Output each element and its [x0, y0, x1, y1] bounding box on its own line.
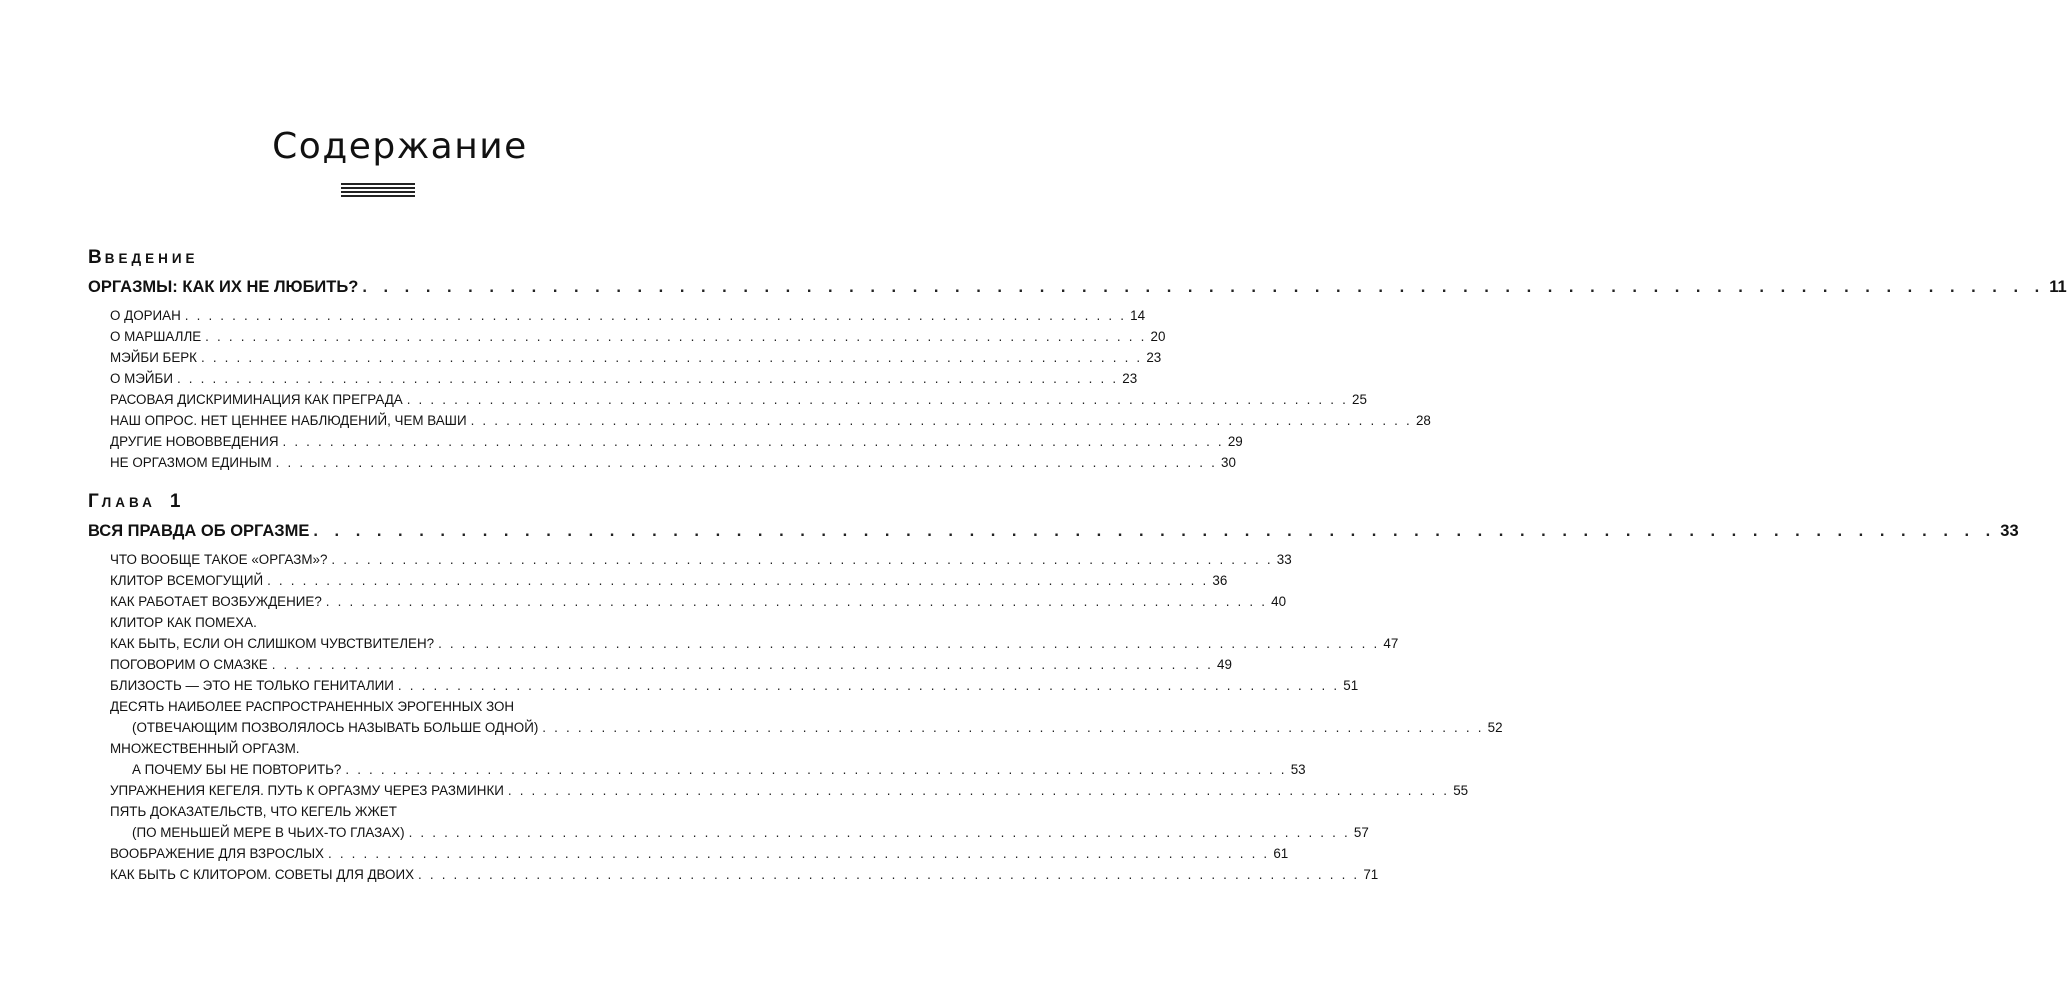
toc-entry-text: НЕ ОРГАЗМОМ ЕДИНЫМ — [110, 455, 272, 470]
dot-leader: . . . . . . . . . . . . . . . . . . . . . . . . . . . . . . . . . . . . . . . . . . . . . . . . . . . . . . . . . . . . . . . . . . . . . . . . . . . . . . . . — [438, 636, 1380, 651]
toc-entry-text: (ПО МЕНЬШЕЙ МЕРЕ В ЧЬИХ-ТО ГЛАЗАХ) — [132, 825, 405, 840]
intro-chapter-title[interactable]: ОРГАЗМЫ: КАК ИХ НЕ ЛЮБИТЬ? . . . . . . . . . . . . . . . . . . . . . . . . . . . . . . . . . . . . . . . . . . . . . . . . . . . . . . . . . . . . . . . . . . . . . . . . . . . . . . . . 11 — [88, 273, 672, 301]
toc-entry[interactable] — [110, 738, 672, 759]
intro-entries-list — [88, 305, 1431, 473]
dot-leader: . . . . . . . . . . . . . . . . . . . . . . . . . . . . . . . . . . . . . . . . . . . . . . . . . . . . . . . . . . . . . . . . . . . . . . . . . . . . . . . . — [345, 762, 1287, 777]
dot-leader: . . . . . . . . . . . . . . . . . . . . . . . . . . . . . . . . . . . . . . . . . . . . . . . . . . . . . . . . . . . . . . . . . . . . . . . . . . . . . . . . — [418, 867, 1360, 882]
toc-entry-text: КАК БЫТЬ С КЛИТОРОМ. СОВЕТЫ ДЛЯ ДВОИХ — [110, 867, 415, 882]
toc-entry-text: О МЭЙБИ — [110, 371, 173, 386]
toc-entry-page: 71 — [1363, 867, 1379, 882]
toc-entry-text: МНОЖЕСТВЕННЫЙ ОРГАЗМ. — [110, 741, 300, 756]
toc-entry-page: 61 — [1273, 846, 1289, 861]
toc-entry[interactable] — [110, 843, 1289, 864]
toc-entry[interactable] — [110, 864, 1379, 885]
toc-entry-page: 51 — [1343, 678, 1359, 693]
toc-entry[interactable] — [132, 822, 1369, 843]
dot-leader: . . . . . . . . . . . . . . . . . . . . . . . . . . . . . . . . . . . . . . . . . . . . . . . . . . . . . . . . . . . . . . . . . . . . . . . . . . . . . . . . — [507, 783, 1450, 798]
toc-entry-page: 33 — [1276, 552, 1292, 567]
toc-entry[interactable] — [110, 368, 1138, 389]
chapter1-title[interactable]: ВСЯ ПРАВДА ОБ ОРГАЗМЕ . . . . . . . . . . . . . . . . . . . . . . . . . . . . . . . . . . . . . . . . . . . . . . . . . . . . . . . . . . . . . . . . . . . . . . . . . . . . . . . . 33 — [88, 517, 672, 545]
dot-leader: . . . . . . . . . . . . . . . . . . . . . . . . . . . . . . . . . . . . . . . . . . . . . . . . . . . . . . . . . . . . . . . . . . . . . . . . . . . . . . . . — [271, 657, 1214, 672]
toc-entry-page: 47 — [1383, 636, 1399, 651]
chapter1-label: ГЛАВА 1 — [88, 491, 181, 512]
intro-label: ВВЕДЕНИЕ — [88, 247, 199, 268]
toc-entry-text: ДРУГИЕ НОВОВВЕДЕНИЯ — [110, 434, 279, 449]
dot-leader: . . . . . . . . . . . . . . . . . . . . . . . . . . . . . . . . . . . . . . . . . . . . . . . . . . . . . . . . . . . . . . . . . . . . . . . . . . . . . . . . — [205, 329, 1147, 344]
toc-entry-page: 30 — [1221, 455, 1236, 470]
page-title: Содержание — [272, 126, 528, 167]
dot-leader: . . . . . . . . . . . . . . . . . . . . . . . . . . . . . . . . . . . . . . . . . . . . . . . . . . . . . . . . . . . . . . . . . . . . . . . . . . . . . . . . — [176, 371, 1119, 386]
table-of-contents — [88, 243, 2067, 885]
dot-leader: . . . . . . . . . . . . . . . . . . . . . . . . . . . . . . . . . . . . . . . . . . . . . . . . . . . . . . . . . . . . . . . . . . . . . . . . . . . . . . . . — [362, 278, 2046, 296]
toc-entry[interactable] — [110, 654, 1232, 675]
toc-entry-page: 29 — [1227, 434, 1243, 449]
toc-entry-text: (ОТВЕЧАЮЩИМ ПОЗВОЛЯЛОСЬ НАЗЫВАТЬ БОЛЬШЕ ОДНОЙ) — [132, 720, 539, 735]
dot-leader: . . . . . . . . . . . . . . . . . . . . . . . . . . . . . . . . . . . . . . . . . . . . . . . . . . . . . . . . . . . . . . . . . . . . . . . . . . . . . . . . — [184, 308, 1127, 323]
toc-entry-text: КЛИТОР ВСЕМОГУЩИЙ — [110, 573, 264, 588]
toc-entry-text: ПОГОВОРИМ О СМАЗКЕ — [110, 657, 268, 672]
toc-entry-page: 28 — [1415, 413, 1431, 428]
toc-entry[interactable] — [110, 549, 1292, 570]
toc-entry-page: 14 — [1130, 308, 1146, 323]
toc-entry-text: О ДОРИАН — [110, 308, 181, 323]
toc-entry-text: БЛИЗОСТЬ — ЭТО НЕ ТОЛЬКО ГЕНИТАЛИИ — [110, 678, 394, 693]
toc-entry-text: КЛИТОР КАК ПОМЕХА. — [110, 615, 257, 630]
dot-leader: . . . . . . . . . . . . . . . . . . . . . . . . . . . . . . . . . . . . . . . . . . . . . . . . . . . . . . . . . . . . . . . . . . . . . . . . . . . . . . . . — [328, 846, 1270, 861]
toc-entry-text: ВООБРАЖЕНИЕ ДЛЯ ВЗРОСЛЫХ — [110, 846, 324, 861]
toc-entry-text: РАСОВАЯ ДИСКРИМИНАЦИЯ КАК ПРЕГРАДА — [110, 392, 403, 407]
toc-entry-text: МЭЙБИ БЕРК — [110, 350, 197, 365]
dot-leader: . . . . . . . . . . . . . . . . . . . . . . . . . . . . . . . . . . . . . . . . . . . . . . . . . . . . . . . . . . . . . . . . . . . . . . . . . . . . . . . . — [408, 825, 1350, 840]
toc-entry-text: УПРАЖНЕНИЯ КЕГЕЛЯ. ПУТЬ К ОРГАЗМУ ЧЕРЕЗ РАЗМИНКИ — [110, 783, 504, 798]
toc-entry-text: НАШ ОПРОС. НЕТ ЦЕННЕЕ НАБЛЮДЕНИЙ, ЧЕМ ВАШИ — [110, 413, 467, 428]
toc-entry-text: ПЯТЬ ДОКАЗАТЕЛЬСТВ, ЧТО КЕГЕЛЬ ЖЖЕТ — [110, 804, 397, 819]
toc-entry[interactable] — [110, 780, 1469, 801]
toc-entry-text: КАК РАБОТАЕТ ВОЗБУЖДЕНИЕ? — [110, 594, 322, 609]
toc-entry-page: 23 — [1146, 350, 1162, 365]
toc-entry[interactable] — [110, 431, 1243, 452]
toc-entry[interactable] — [132, 717, 1503, 738]
dot-leader: . . . . . . . . . . . . . . . . . . . . . . . . . . . . . . . . . . . . . . . . . . . . . . . . . . . . . . . . . . . . . . . . . . . . . . . . . . . . . . . . — [331, 552, 1273, 567]
toc-entry-text: КАК БЫТЬ, ЕСЛИ ОН СЛИШКОМ ЧУВСТВИТЕЛЕН? — [110, 636, 435, 651]
dot-leader: . . . . . . . . . . . . . . . . . . . . . . . . . . . . . . . . . . . . . . . . . . . . . . . . . . . . . . . . . . . . . . . . . . . . . . . . . . . . . . . . — [470, 413, 1412, 428]
dot-leader: . . . . . . . . . . . . . . . . . . . . . . . . . . . . . . . . . . . . . . . . . . . . . . . . . . . . . . . . . . . . . . . . . . . . . . . . . . . . . . . . — [267, 573, 1209, 588]
toc-entry[interactable] — [110, 591, 1287, 612]
toc-entry[interactable] — [110, 696, 672, 717]
toc-entry[interactable] — [110, 410, 1431, 431]
toc-entry[interactable] — [110, 801, 672, 822]
dot-leader: . . . . . . . . . . . . . . . . . . . . . . . . . . . . . . . . . . . . . . . . . . . . . . . . . . . . . . . . . . . . . . . . . . . . . . . . . . . . . . . . — [325, 594, 1268, 609]
toc-entry-text: А ПОЧЕМУ БЫ НЕ ПОВТОРИТЬ? — [132, 762, 342, 777]
toc-entry[interactable] — [110, 347, 1162, 368]
toc-entry-page: 55 — [1453, 783, 1469, 798]
dot-leader: . . . . . . . . . . . . . . . . . . . . . . . . . . . . . . . . . . . . . . . . . . . . . . . . . . . . . . . . . . . . . . . . . . . . . . . . . . . . . . . . — [313, 522, 1997, 540]
toc-entry-page: 40 — [1271, 594, 1287, 609]
toc-entry-page: 25 — [1352, 392, 1367, 407]
toc-entry[interactable] — [110, 633, 1399, 654]
toc-entry-page: 49 — [1217, 657, 1232, 672]
toc-entry[interactable] — [132, 759, 1306, 780]
toc-entry-text: ЧТО ВООБЩЕ ТАКОЕ «ОРГАЗМ»? — [110, 552, 328, 567]
toc-entry-page: 23 — [1122, 371, 1138, 386]
dot-leader: . . . . . . . . . . . . . . . . . . . . . . . . . . . . . . . . . . . . . . . . . . . . . . . . . . . . . . . . . . . . . . . . . . . . . . . . . . . . . . . . — [397, 678, 1340, 693]
toc-entry-page: 53 — [1290, 762, 1306, 777]
toc-entry-page: 57 — [1353, 825, 1369, 840]
toc-entry-page: 52 — [1487, 720, 1503, 735]
toc-entry[interactable] — [110, 305, 1146, 326]
dot-leader: . . . . . . . . . . . . . . . . . . . . . . . . . . . . . . . . . . . . . . . . . . . . . . . . . . . . . . . . . . . . . . . . . . . . . . . . . . . . . . . . — [282, 434, 1224, 449]
toc-entry-text: О МАРШАЛЛЕ — [110, 329, 202, 344]
title-ornament — [341, 183, 415, 199]
toc-entry-page: 20 — [1150, 329, 1166, 344]
toc-entry[interactable] — [110, 326, 1166, 347]
dot-leader: . . . . . . . . . . . . . . . . . . . . . . . . . . . . . . . . . . . . . . . . . . . . . . . . . . . . . . . . . . . . . . . . . . . . . . . . . . . . . . . . — [275, 455, 1217, 470]
toc-entry[interactable] — [110, 612, 672, 633]
toc-entry-text: ДЕСЯТЬ НАИБОЛЕЕ РАСПРОСТРАНЕННЫХ ЭРОГЕННЫХ ЗОН — [110, 699, 515, 714]
toc-entry[interactable] — [110, 675, 1359, 696]
toc-entry[interactable] — [110, 570, 1228, 591]
toc-entry[interactable] — [110, 389, 1367, 410]
dot-leader: . . . . . . . . . . . . . . . . . . . . . . . . . . . . . . . . . . . . . . . . . . . . . . . . . . . . . . . . . . . . . . . . . . . . . . . . . . . . . . . . — [542, 720, 1484, 735]
dot-leader: . . . . . . . . . . . . . . . . . . . . . . . . . . . . . . . . . . . . . . . . . . . . . . . . . . . . . . . . . . . . . . . . . . . . . . . . . . . . . . . . — [406, 392, 1349, 407]
chapter1-entries-list — [88, 549, 1503, 885]
dot-leader: . . . . . . . . . . . . . . . . . . . . . . . . . . . . . . . . . . . . . . . . . . . . . . . . . . . . . . . . . . . . . . . . . . . . . . . . . . . . . . . . — [201, 350, 1143, 365]
toc-entry-page: 36 — [1212, 573, 1228, 588]
toc-entry[interactable] — [110, 452, 1236, 473]
